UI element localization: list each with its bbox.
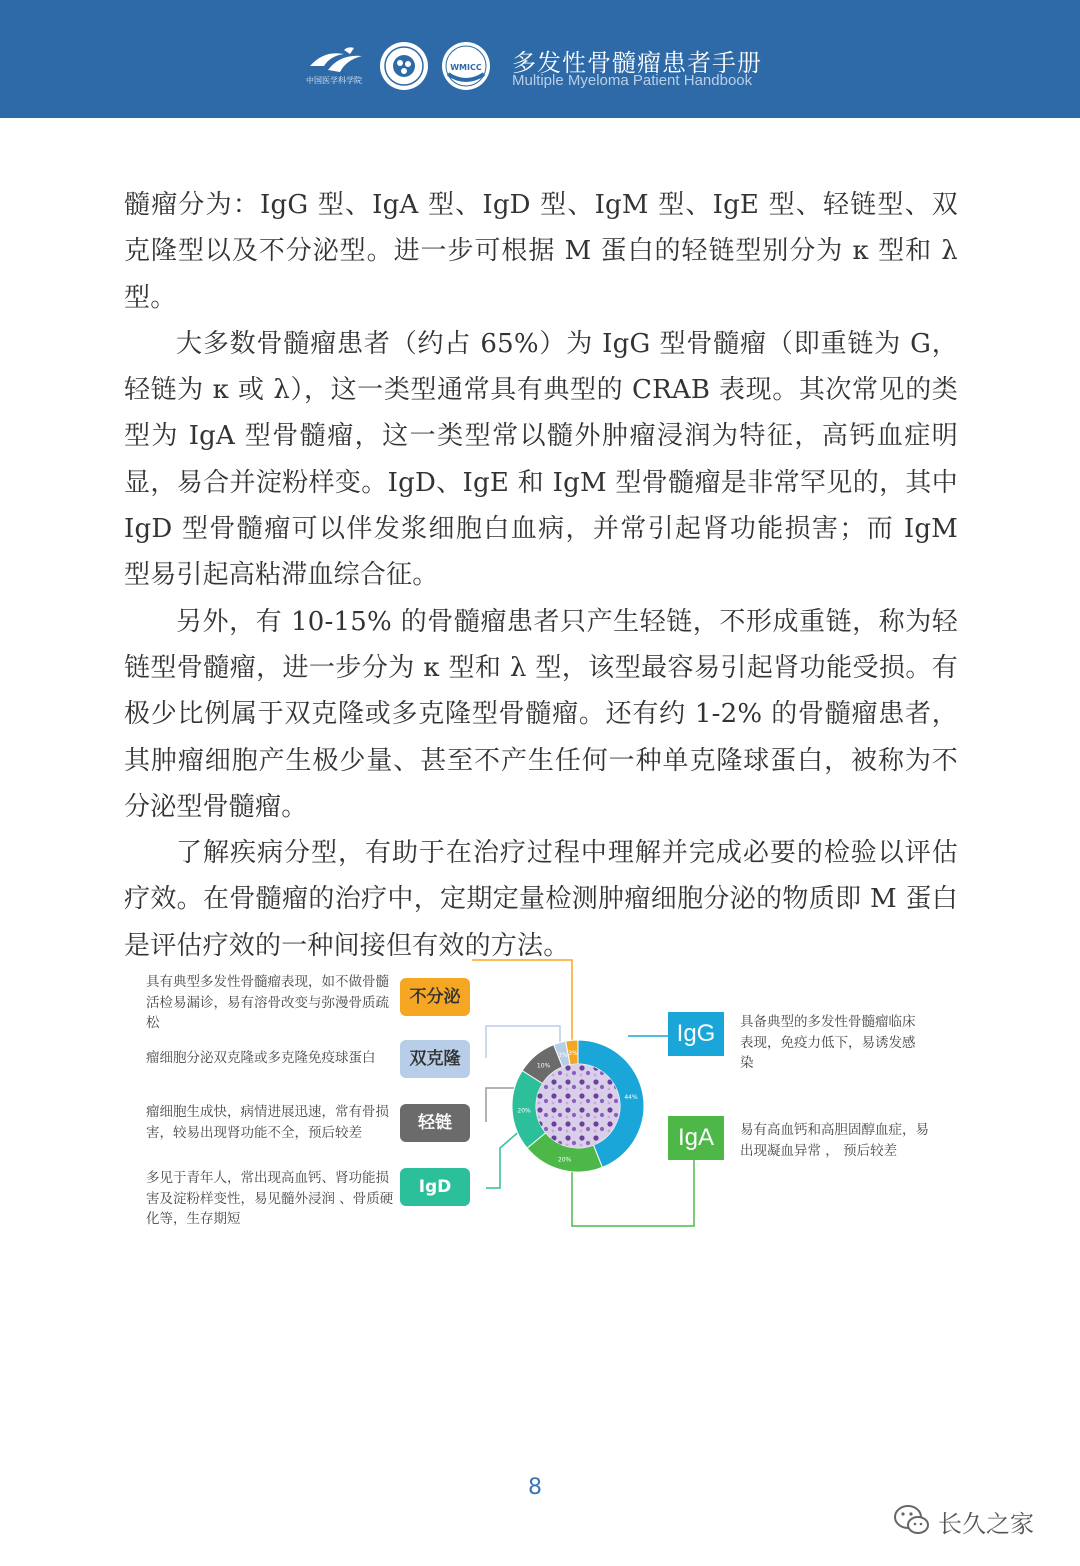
igg-label: [668, 1012, 724, 1056]
donut-label-IgA: 20%: [557, 1156, 572, 1164]
igg-description: 具备典型的多发性骨髓瘤临床表现，免疫力低下，易诱发感染: [740, 1014, 916, 1071]
page-number: 8: [528, 1475, 542, 1500]
myeloma-types-diagram: [140, 950, 940, 1240]
cell-microscopy-image: [536, 1064, 620, 1148]
handbook-subtitle: Multiple Myeloma Patient Handbook: [512, 72, 753, 89]
watermark-text: 长久之家: [938, 1510, 1034, 1538]
paragraph-4: 了解疾病分型，有助于在治疗过程中理解并完成必要的检验以评估疗效。在骨髓瘤的治疗中，定期定量检测肿瘤细胞分泌的物质即 M 蛋白是评估疗效的一种间接但有效的方法。: [124, 838, 958, 961]
society-seal-icon: [378, 40, 430, 92]
institution-logo-icon: [304, 44, 368, 96]
paragraph-3: 另外，有 10-15% 的骨髓瘤患者只产生轻链，不形成重链，称为轻链型骨髓瘤，进一步分为 κ 型和 λ 型，该型最容易引起肾功能受损。有极少比例属于双克隆或多克隆型骨髓瘤。还有约 1-2% 的骨髓瘤患者，其肿瘤细胞产生极少量、甚至不产生任何一种单克隆球蛋白，被称为不分泌型骨髓瘤。: [124, 606, 958, 822]
paragraph-2: 大多数骨髓瘤患者（约占 65%）为 IgG 型骨髓瘤（即重链为 G，轻链为 κ 或 λ），这一类型通常具有典型的 CRAB 表现。其次常见的类型为 IgA 型骨髓瘤，这一类型常以髓外肿瘤浸润为特征，高钙血症明显，易合并淀粉样变。IgD、IgE 和 IgM 型骨髓瘤是非常罕见的，其中 IgD 型骨髓瘤可以伴发浆细胞白血病，并常引起肾功能损害；而 IgM 型易引起高粘滞血综合征。: [124, 328, 958, 591]
light-chain-label: [400, 1104, 470, 1142]
wmicc-logo-icon: [440, 40, 492, 92]
donut-label-IgG: 44%: [624, 1093, 638, 1101]
institution-logo-text: 中国医学科学院: [306, 76, 362, 85]
iga-label-text: IgA: [677, 1124, 715, 1151]
light-chain-label-text: 轻链: [418, 1113, 452, 1133]
donut-label-不分泌: 3%: [568, 1050, 578, 1058]
light-chain-description: 瘤细胞生成快，病情进展迅速，常有骨损害，较易出现肾功能不全，预后较差: [146, 1104, 389, 1141]
page-header: [0, 0, 1080, 118]
wechat-icon: [892, 1500, 932, 1540]
donut-label-轻链: 10%: [536, 1062, 551, 1070]
donut-label-双克隆: 3%: [558, 1052, 568, 1060]
non-secretory-label-text: 不分泌: [409, 987, 461, 1007]
igd-description: 多见于青年人，常出现高血钙、肾功能损害及淀粉样变性，易见髓外浸润 、骨质硬化等，生存期短: [146, 1170, 394, 1227]
igd-label-text: IgD: [418, 1177, 452, 1197]
biclonal-label: [400, 1040, 470, 1078]
body-text: [124, 182, 958, 969]
biclonal-label-text: 双克隆: [409, 1049, 461, 1069]
handbook-title: 多发性骨髓瘤患者手册: [512, 49, 762, 77]
wmicc-logo-text: WMICC: [450, 63, 482, 72]
iga-description: 易有高血钙和高胆固醇血症，易出现凝血异常 ， 预后较差: [740, 1122, 929, 1159]
igg-label-text: IgG: [676, 1020, 716, 1047]
non-secretory-label: [400, 978, 470, 1016]
igd-label: [400, 1168, 470, 1206]
donut-label-IgD: 20%: [517, 1107, 531, 1115]
non-secretory-description: 具有典型多发性骨髓瘤表现，如不做骨髓活检易漏诊，易有溶骨改变与弥漫骨质疏松: [146, 974, 389, 1031]
iga-label: [668, 1116, 724, 1160]
distribution-donut-chart: [508, 1036, 648, 1176]
biclonal-description: 瘤细胞分泌双克隆或多克隆免疫球蛋白: [146, 1050, 376, 1066]
paragraph-1: 髓瘤分为：IgG 型、IgA 型、IgD 型、IgM 型、IgE 型、轻链型、双克隆型以及不分泌型。进一步可根据 M 蛋白的轻链型别分为 κ 型和 λ 型。: [124, 190, 958, 313]
